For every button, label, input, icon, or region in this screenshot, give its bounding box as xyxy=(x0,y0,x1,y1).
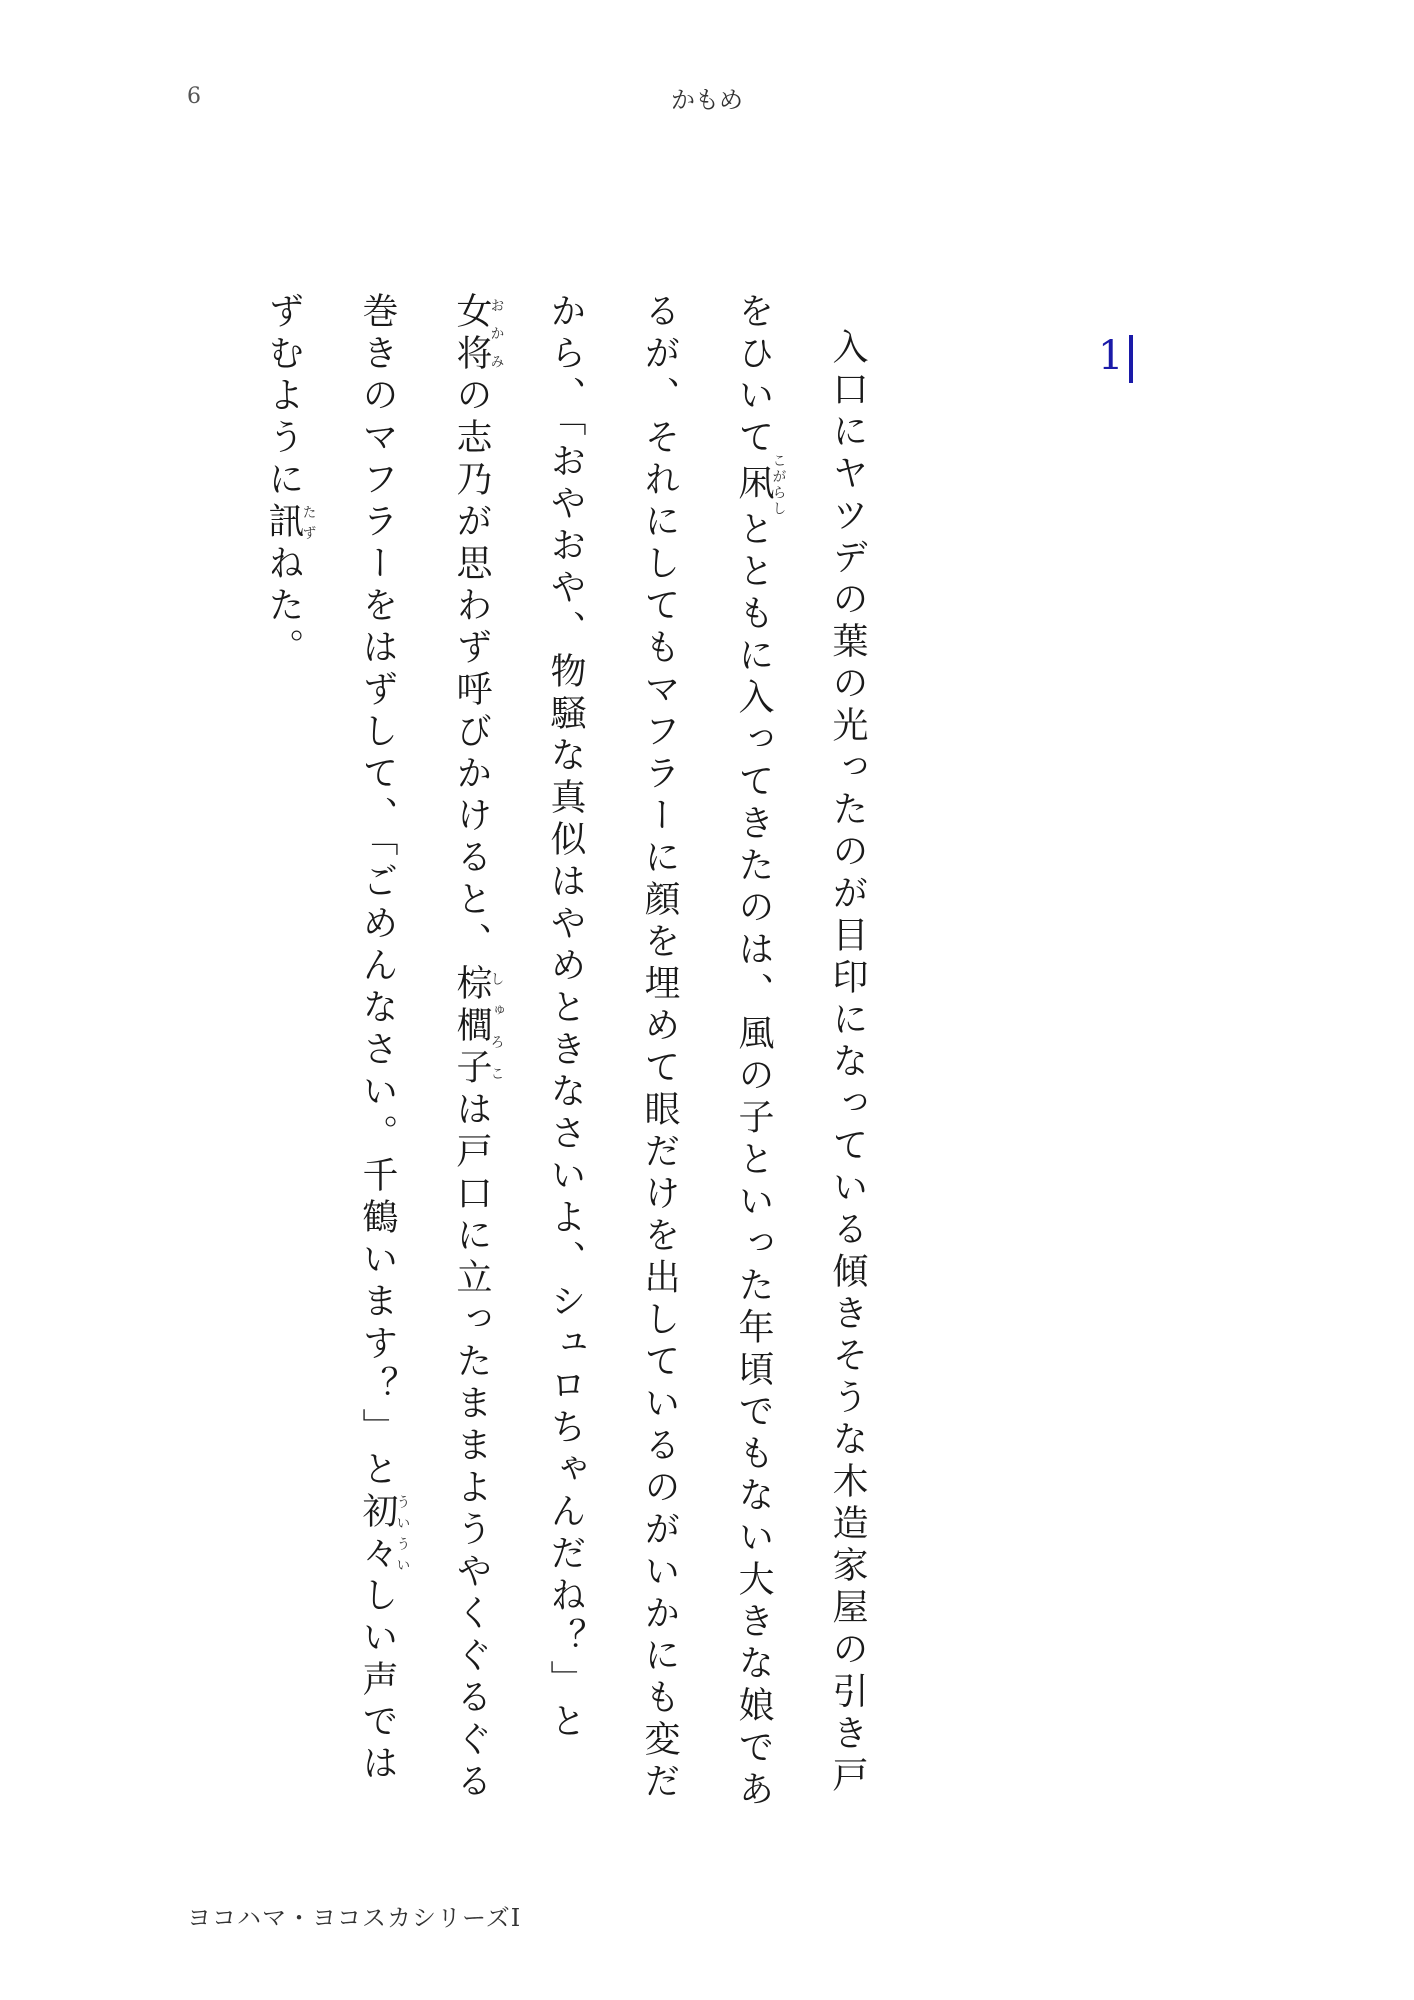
series-footer: ヨコハマ・ヨコスカシリーズⅠ xyxy=(187,1904,522,1932)
text-run: とともに入ってきたのは、風の子といった年頃でもない大きな娘であるが、それにしてもマフラーに顔を埋めて眼だけを出しているのがいかにも変だから、「おやおや、物騒な真似はやめときなさいよ、シュロちゃんだね？」と xyxy=(545,292,774,1812)
chapter-marker-bar xyxy=(1129,335,1133,383)
text-run: 入口にヤツデの葉の光ったのが目印になっている傾きそうな木造家屋の引き戸をひいて xyxy=(733,292,868,1798)
chapter-number: 1 xyxy=(1098,333,1124,379)
running-header-title: かもめ xyxy=(671,86,743,114)
ruby-annotation: 女将おかみ xyxy=(451,292,505,376)
ruby-annotation: 訊たず xyxy=(263,502,317,544)
text-run: は戸口に立ったままようやくぐるぐる巻きのマフラーをはずして、「ごめんなさい。千鶴います？」と xyxy=(357,292,492,1804)
ruby-annotation: 初々ういうい xyxy=(357,1492,411,1576)
text-run: しい声ではずむように xyxy=(263,292,398,1786)
paragraph xyxy=(236,292,894,1812)
ruby-annotation: 棕櫚子しゅろこ xyxy=(451,964,505,1090)
page-number: 6 xyxy=(187,84,201,109)
body-text xyxy=(236,292,894,1812)
ruby-annotation: 凩こがらし xyxy=(733,453,787,517)
text-run: の志乃が思わず呼びかけると、 xyxy=(451,376,492,964)
text-run: ねた。 xyxy=(263,544,304,670)
